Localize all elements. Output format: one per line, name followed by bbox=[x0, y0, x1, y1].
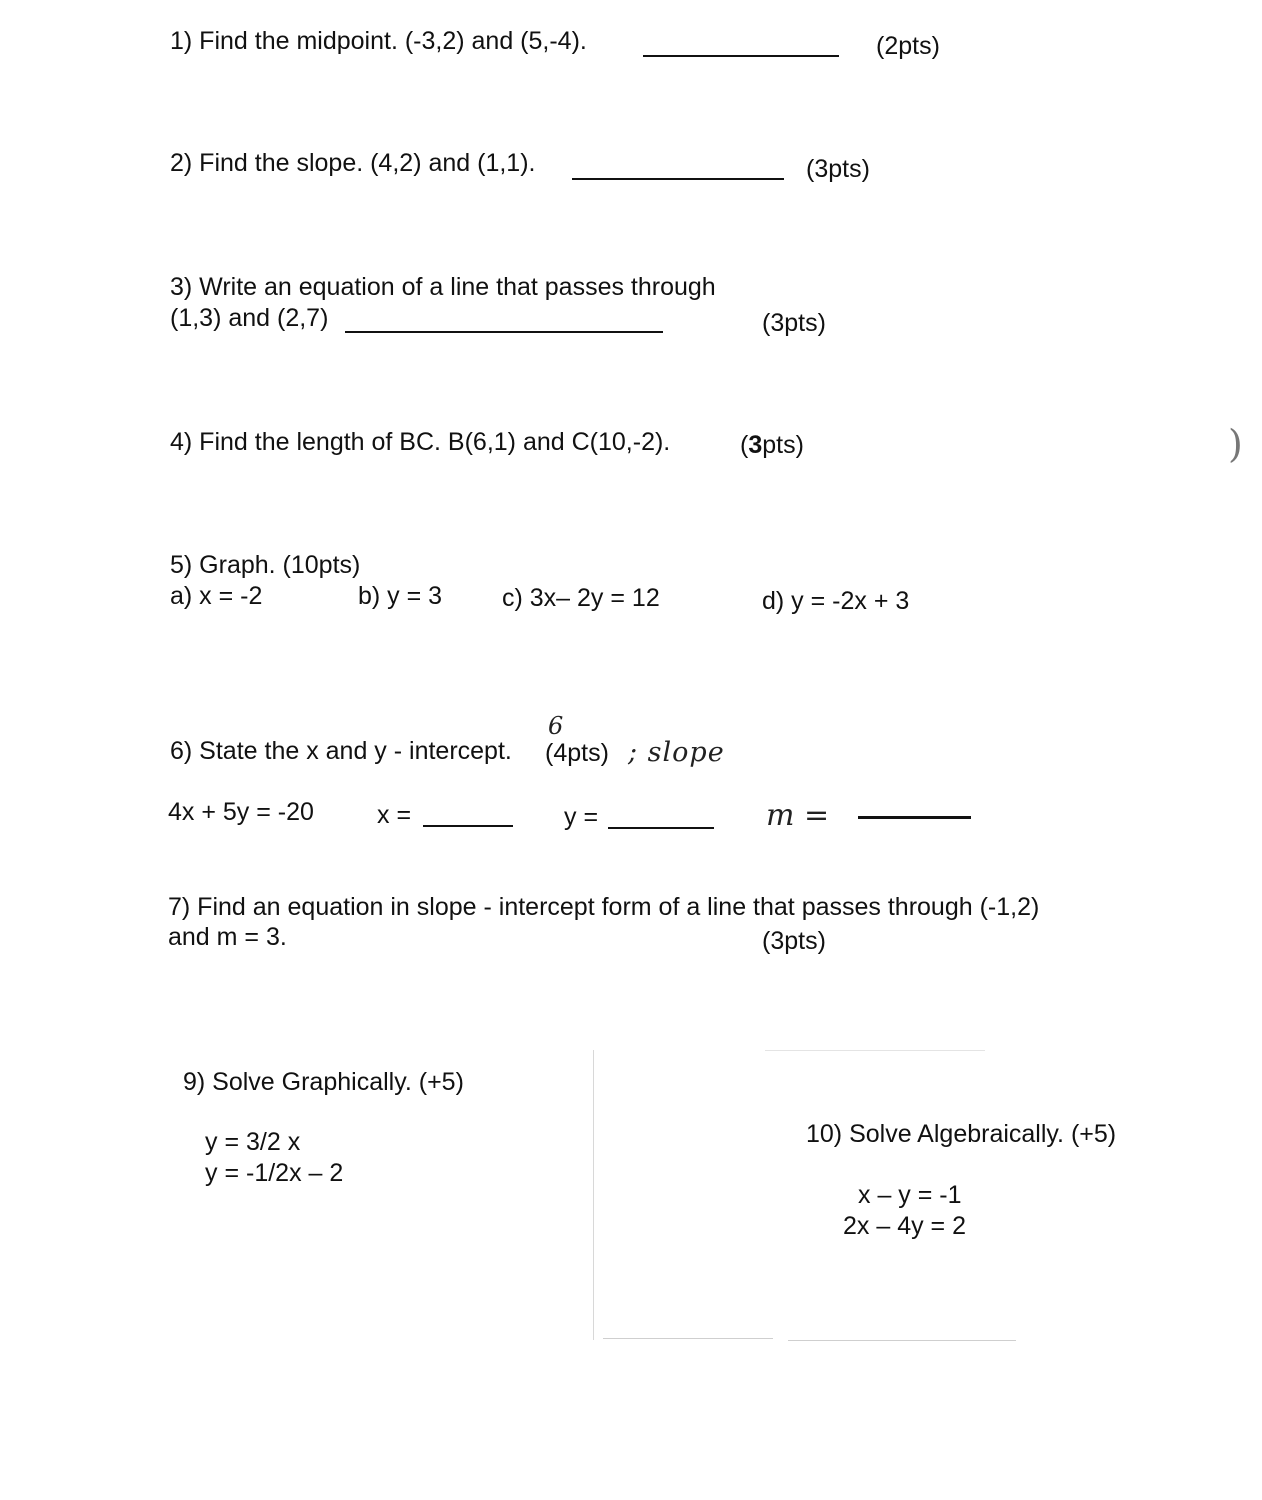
question-6-points: (4pts) bbox=[545, 739, 609, 767]
question-3-line-1: 3) Write an equation of a line that passes through bbox=[170, 273, 716, 301]
question-2-points: (3pts) bbox=[806, 155, 870, 183]
question-7-points: (3pts) bbox=[762, 927, 826, 955]
question-2-text: 2) Find the slope. (4,2) and (1,1). bbox=[170, 149, 536, 177]
scan-artifact-line bbox=[788, 1340, 1016, 1341]
question-7-line-1: 7) Find an equation in slope - intercept form of a line that passes through (-1,2) bbox=[168, 893, 1040, 921]
question-6-y-intercept-blank[interactable] bbox=[608, 827, 714, 829]
question-10-title: 10) Solve Algebraically. (+5) bbox=[806, 1120, 1117, 1148]
question-6-y-label: y = bbox=[564, 803, 599, 831]
question-1-text: 1) Find the midpoint. (-3,2) and (5,-4). bbox=[170, 27, 587, 55]
question-10-equation-1: x – y = -1 bbox=[858, 1181, 962, 1209]
scan-artifact-line bbox=[603, 1338, 773, 1339]
question-6-slope-blank[interactable] bbox=[858, 816, 971, 819]
question-6-x-label: x = bbox=[377, 801, 412, 829]
question-4-points bbox=[740, 431, 804, 460]
question-4-points-open: ( bbox=[740, 431, 749, 459]
question-7-line-2: and m = 3. bbox=[168, 923, 287, 951]
question-3-points: (3pts) bbox=[762, 309, 826, 337]
scan-artifact-mark: ) bbox=[1228, 422, 1243, 466]
question-5-title: 5) Graph. (10pts) bbox=[170, 551, 361, 579]
question-9-title: 9) Solve Graphically. (+5) bbox=[183, 1068, 464, 1096]
question-6-handwritten-m: m = bbox=[766, 798, 830, 833]
question-4-points-rest: pts) bbox=[762, 431, 804, 459]
question-6-handwritten-slope: ; slope bbox=[628, 737, 725, 768]
question-9-equation-1: y = 3/2 x bbox=[205, 1128, 301, 1156]
question-6-x-intercept-blank[interactable] bbox=[423, 825, 513, 827]
column-divider bbox=[593, 1050, 594, 1340]
question-1-points: (2pts) bbox=[876, 32, 940, 60]
question-2-answer-blank[interactable] bbox=[572, 178, 784, 180]
question-5-part-c: c) 3x– 2y = 12 bbox=[502, 584, 660, 612]
question-4-text: 4) Find the length of BC. B(6,1) and C(10,-2). bbox=[170, 428, 671, 456]
question-5-part-d: d) y = -2x + 3 bbox=[762, 587, 910, 615]
scan-artifact-line bbox=[765, 1050, 985, 1051]
question-1 bbox=[170, 27, 587, 56]
question-5-part-a: a) x = -2 bbox=[170, 582, 263, 610]
question-6-equation: 4x + 5y = -20 bbox=[168, 798, 314, 826]
question-9-equation-2: y = -1/2x – 2 bbox=[205, 1159, 344, 1187]
question-1-answer-blank[interactable] bbox=[643, 55, 839, 57]
question-6-title: 6) State the x and y - intercept. bbox=[170, 737, 512, 765]
question-4-points-number: 3 bbox=[748, 431, 763, 459]
question-10-equation-2: 2x – 4y = 2 bbox=[843, 1212, 966, 1240]
question-6-handwritten-six: 6 bbox=[548, 712, 564, 740]
question-3-answer-blank[interactable] bbox=[345, 331, 663, 333]
question-5-part-b: b) y = 3 bbox=[358, 582, 443, 610]
question-3-line-2: (1,3) and (2,7) bbox=[170, 304, 329, 332]
